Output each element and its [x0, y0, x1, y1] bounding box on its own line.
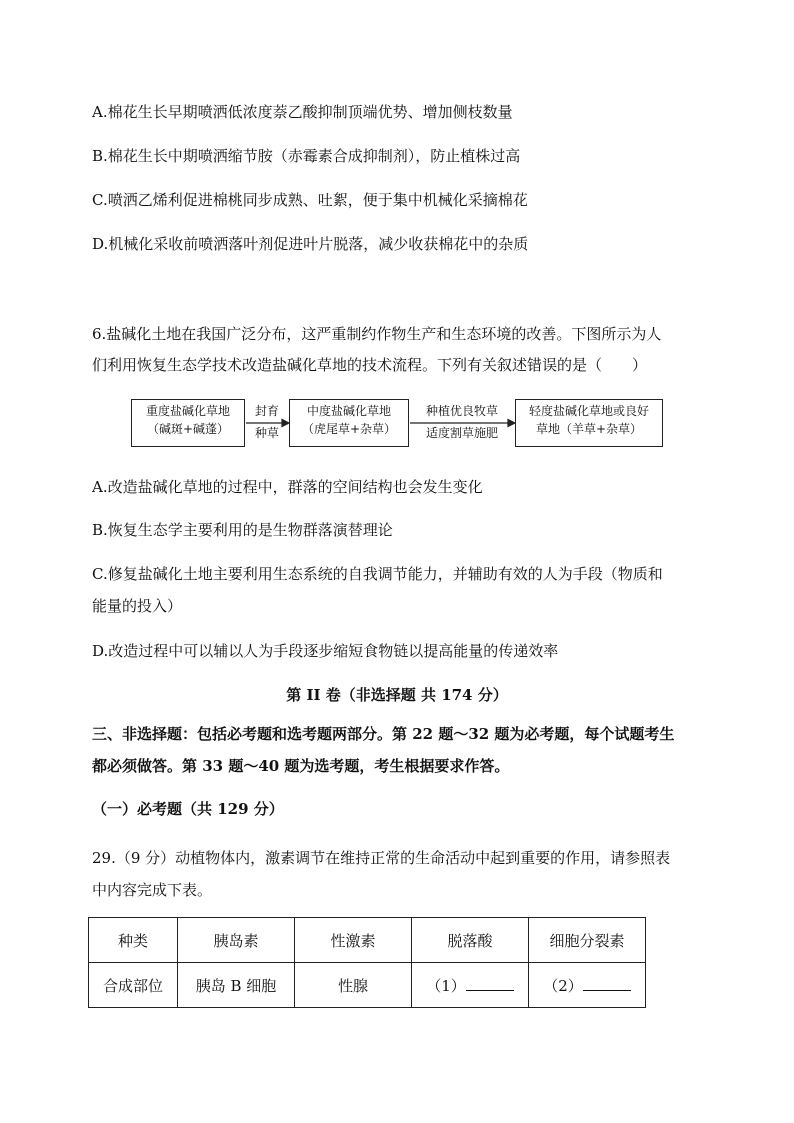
q5-option-d: D.机械化采收前喷洒落叶剂促进叶片脱落，减少收获棉花中的杂质	[92, 235, 529, 253]
blank-1-label: （1）	[426, 976, 466, 995]
answer-blank-1[interactable]	[466, 976, 514, 991]
flow-arrow-1	[246, 420, 289, 427]
table-header-row	[89, 918, 646, 963]
q29-line1: 29.（9 分）动植物体内，激素调节在维持正常的生命活动中起到重要的作用，请参照表	[92, 849, 671, 867]
q6-option-b: B.恢复生态学主要利用的是生物群落演替理论	[92, 521, 393, 539]
sex-hormone-site-cell: 性腺	[295, 963, 412, 1008]
answer-blank-2[interactable]	[583, 976, 631, 991]
q6-option-a: A.改造盐碱化草地的过程中，群落的空间结构也会发生变化	[92, 478, 483, 496]
row-label-cell: 合成部位	[89, 963, 178, 1008]
flow-arrow1-bottom-label: 种草	[254, 426, 279, 440]
table-header-cell: 脱落酸	[412, 918, 529, 963]
q5-option-b: B.棉花生长中期喷洒缩节胺（赤霉素合成抑制剂），防止植株过高	[92, 147, 521, 165]
table-header-cell: 种类	[89, 918, 178, 963]
q6-stem-line2: 们利用恢复生态学技术改造盐碱化草地的技术流程。下列有关叙述错误的是（ ）	[92, 356, 648, 374]
required-heading: （一）必考题（共 129 分）	[92, 800, 284, 818]
q6-stem-line1: 6.盐碱化土地在我国广泛分布，这严重制约作物生产和生态环境的改善。下图所示为人	[92, 325, 662, 343]
q5-option-a: A.棉花生长早期喷洒低浓度萘乙酸抑制顶端优势、增加侧枝数量	[92, 103, 513, 121]
flow-box-moderate: 中度盐碱化草地 （虎尾草+杂草）	[289, 399, 409, 447]
q5-option-c: C.喷洒乙烯利促进棉桃同步成熟、吐絮，便于集中机械化采摘棉花	[92, 191, 528, 209]
flow-box-severe: 重度盐碱化草地 （碱斑+碱蓬）	[131, 399, 245, 447]
part3-line2: 都必须做答。第 33 题～40 题为选考题，考生根据要求作答。	[92, 757, 510, 775]
flow-arrow1-top-label: 封育	[254, 404, 279, 418]
flow-box-mild: 轻度盐碱化草地或良好 草地（羊草+杂草）	[515, 399, 663, 447]
hormone-table	[88, 917, 646, 1008]
section2-title: 第 II 卷（非选择题 共 174 分）	[286, 686, 508, 704]
flow-arrow2-bottom-label: 适度割草施肥	[425, 426, 498, 440]
q6-option-c-line1: C.修复盐碱化土地主要利用生态系统的自我调节能力，并辅助有效的人为手段（物质和	[92, 565, 663, 583]
cytokinin-site-cell	[529, 963, 646, 1008]
blank-2-label: （2）	[543, 976, 583, 995]
q6-option-c-line2: 能量的投入）	[92, 597, 183, 615]
table-header-cell: 性激素	[295, 918, 412, 963]
q29-line2: 中内容完成下表。	[92, 881, 213, 899]
insulin-site-cell: 胰岛 B 细胞	[178, 963, 295, 1008]
flow-arrow2-top-label: 种植优良牧草	[425, 404, 498, 418]
flow-arrows	[0, 0, 794, 500]
table-header-cell: 细胞分裂素	[529, 918, 646, 963]
table-row	[89, 963, 646, 1008]
q6-option-d: D.改造过程中可以辅以人为手段逐步缩短食物链以提高能量的传递效率	[92, 642, 559, 660]
part3-line1: 三、非选择题：包括必考题和选考题两部分。第 22 题～32 题为必考题，每个试题考生	[92, 725, 675, 743]
flow-arrow-2	[410, 420, 515, 427]
table-header-cell: 胰岛素	[178, 918, 295, 963]
abscisic-acid-site-cell	[412, 963, 529, 1008]
